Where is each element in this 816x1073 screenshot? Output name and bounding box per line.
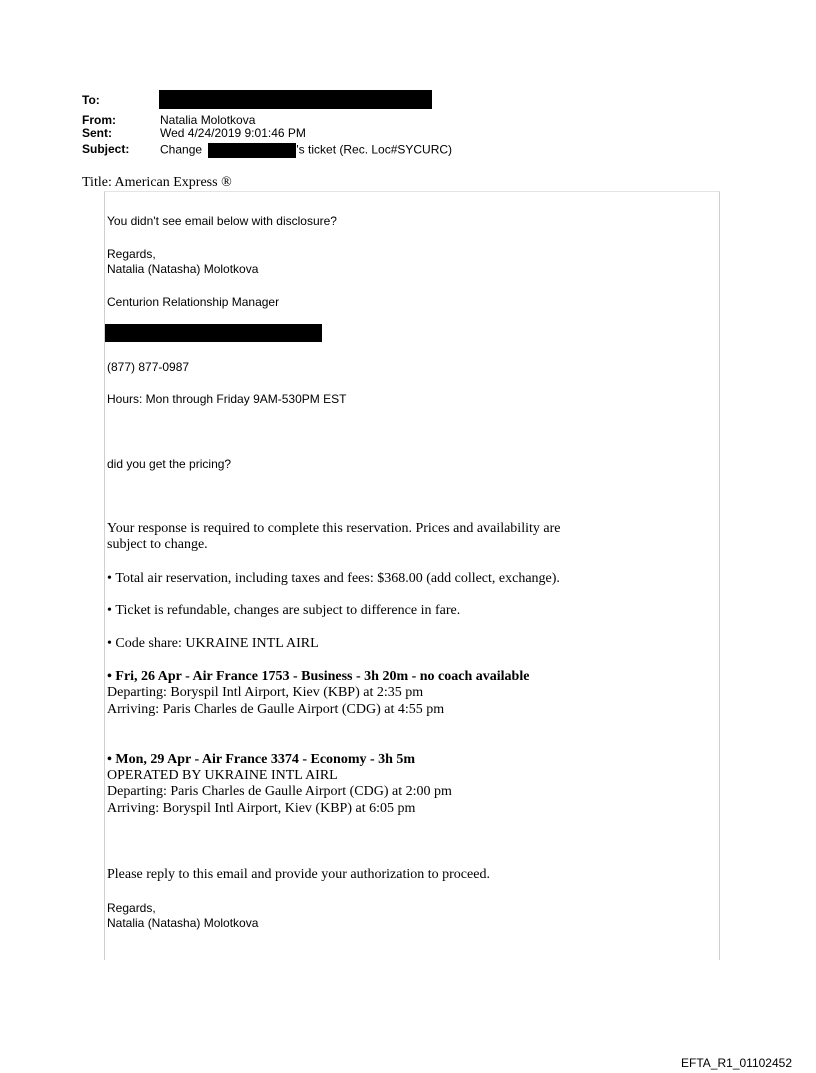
subject-prefix: Change bbox=[160, 142, 203, 157]
flight1-heading: • Fri, 26 Apr - Air France 1753 - Business - 3h 20m - no coach available bbox=[107, 669, 529, 685]
body-line-disclosure: You didn't see email below with disclosure? bbox=[107, 214, 337, 228]
document-id: EFTA_R1_01102452 bbox=[681, 1056, 792, 1070]
subject-suffix: 's ticket (Rec. Loc#SYCURC) bbox=[296, 142, 453, 157]
sent-value: Wed 4/24/2019 9:01:46 PM bbox=[160, 126, 306, 140]
flight2-heading: • Mon, 29 Apr - Air France 3374 - Economy - 3h 5m bbox=[107, 752, 415, 768]
flight1-depart: Departing: Boryspil Intl Airport, Kiev (KBP) at 2:35 pm bbox=[107, 685, 424, 700]
subject-label: Subject: bbox=[82, 142, 130, 156]
bullet-codeshare: • Code share: UKRAINE INTL AIRL bbox=[107, 636, 319, 652]
header-subject bbox=[82, 143, 582, 159]
from-label: From: bbox=[82, 113, 116, 127]
flight2-operated: OPERATED BY UKRAINE INTL AIRL bbox=[107, 768, 338, 783]
signature-phone: (877) 877-0987 bbox=[107, 360, 190, 374]
header-to bbox=[82, 94, 482, 110]
from-value: Natalia Molotkova bbox=[160, 113, 256, 127]
signature-role: Centurion Relationship Manager bbox=[107, 295, 280, 309]
signature-name-1: Natalia (Natasha) Molotkova bbox=[107, 262, 259, 276]
regards-1: Regards, bbox=[107, 247, 156, 261]
pricing-question: did you get the pricing? bbox=[107, 457, 232, 471]
bullet-refund: • Ticket is refundable, changes are subject to difference in fare. bbox=[107, 603, 460, 619]
header-sent bbox=[82, 127, 482, 140]
response-line-2: subject to change. bbox=[107, 537, 208, 552]
flight2-depart: Departing: Paris Charles de Gaulle Airport (CDG) at 2:00 pm bbox=[107, 784, 452, 799]
subject-redaction bbox=[208, 143, 296, 158]
flight1-arrive: Arriving: Paris Charles de Gaulle Airport (CDG) at 4:55 pm bbox=[107, 702, 445, 717]
sent-label: Sent: bbox=[82, 126, 112, 140]
to-redaction bbox=[159, 90, 432, 109]
signature-hours: Hours: Mon through Friday 9AM-530PM EST bbox=[107, 392, 347, 406]
response-line-1: Your response is required to complete this reservation. Prices and availability are bbox=[107, 521, 561, 536]
reply-request: Please reply to this email and provide your authorization to proceed. bbox=[107, 867, 490, 882]
regards-2: Regards, bbox=[107, 901, 156, 915]
email-title: Title: American Express ® bbox=[82, 175, 232, 190]
subject-value bbox=[160, 143, 452, 158]
signature-redaction bbox=[105, 324, 322, 342]
flight2-arrive: Arriving: Boryspil Intl Airport, Kiev (KBP) at 6:05 pm bbox=[107, 801, 416, 816]
bullet-total: • Total air reservation, including taxes and fees: $368.00 (add collect, exchange). bbox=[107, 571, 560, 587]
signature-name-2: Natalia (Natasha) Molotkova bbox=[107, 916, 259, 930]
to-label: To: bbox=[82, 93, 100, 107]
